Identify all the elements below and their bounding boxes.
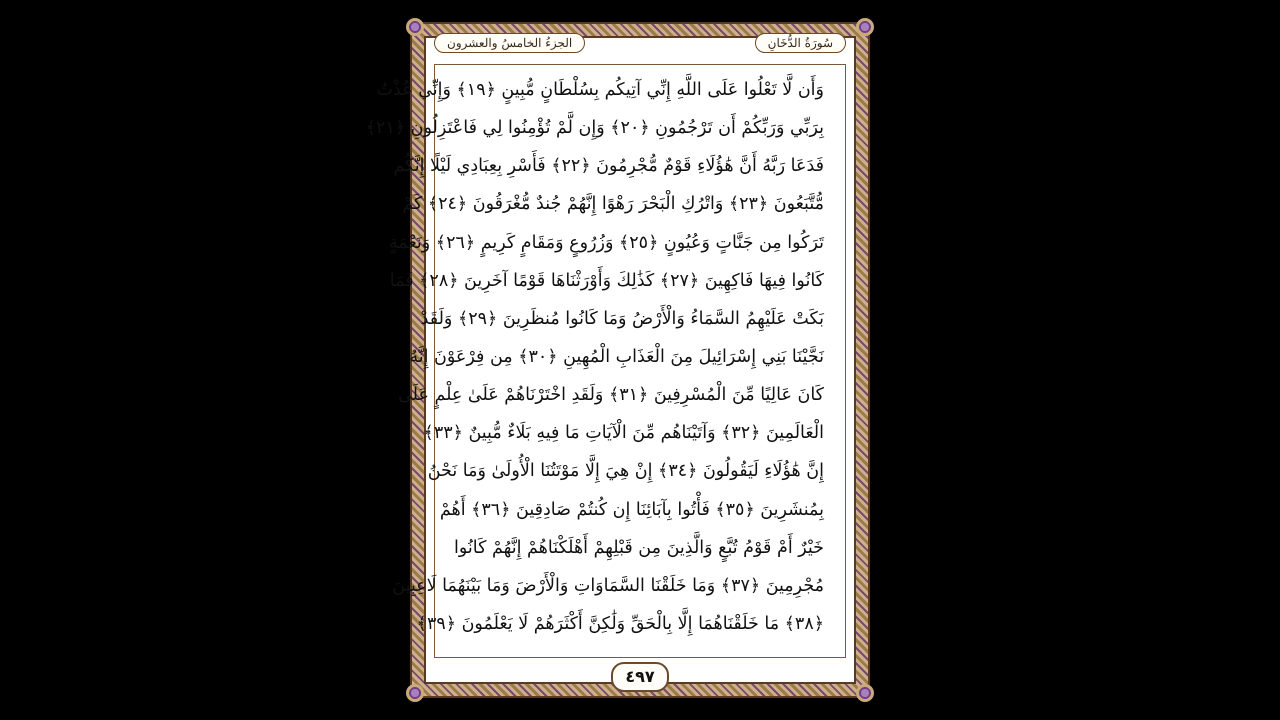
text-line: بَكَتْ عَلَيْهِمُ السَّمَاءُ وَالْأَرْضُ وَمَا كَانُوا مُنظَرِينَ ﴿٢٩﴾ وَلَقَدْ xyxy=(420,308,824,329)
corner-ornament-icon xyxy=(856,684,874,702)
mushaf-page xyxy=(365,22,870,698)
text-line: مُّتَّبَعُونَ ﴿٢٣﴾ وَاتْرُكِ الْبَحْرَ رَهْوًا إِنَّهُمْ جُندٌ مُّغْرَقُونَ ﴿٢٤﴾ كَمْ xyxy=(402,194,824,215)
juz-name: الجزءُ الخامسُ والعشرون xyxy=(434,33,585,53)
text-line: الْعَالَمِينَ ﴿٣٢﴾ وَآتَيْنَاهُم مِّنَ الْآيَاتِ مَا فِيهِ بَلَاءٌ مُّبِينٌ ﴿٣٣﴾ xyxy=(423,423,824,444)
text-line: مُجْرِمِينَ ﴿٣٧﴾ وَمَا خَلَقْنَا السَّمَاوَاتِ وَالْأَرْضَ وَمَا بَيْنَهُمَا لَاعِبِينَ xyxy=(392,575,824,596)
text-line: بِرَبِّي وَرَبِّكُمْ أَن تَرْجُمُونِ ﴿٢٠﴾ وَإِن لَّمْ تُؤْمِنُوا لِي فَاعْتَزِلُونِ ﴿٢١﴾ xyxy=(365,118,824,139)
text-line: بِمُنشَرِينَ ﴿٣٥﴾ فَأْتُوا بِآبَائِنَا إِن كُنتُمْ صَادِقِينَ ﴿٣٦﴾ أَهُمْ xyxy=(439,499,824,520)
text-line: كَانُوا فِيهَا فَاكِهِينَ ﴿٢٧﴾ كَذَٰلِكَ وَأَوْرَثْنَاهَا قَوْمًا آخَرِينَ ﴿٢٨﴾ فَمَا xyxy=(389,270,824,291)
surah-name: سُورَةُ الدُّخَانِ xyxy=(755,33,846,53)
page-header xyxy=(434,26,846,60)
corner-ornament-icon xyxy=(406,684,424,702)
verse-text xyxy=(365,72,824,642)
text-line: وَأَن لَّا تَعْلُوا عَلَى اللَّهِ إِنِّي آتِيكُم بِسُلْطَانٍ مُّبِينٍ ﴿١٩﴾ وَإِنِّي عُذْتُ xyxy=(376,80,824,100)
text-line: إِنَّ هَٰؤُلَاءِ لَيَقُولُونَ ﴿٣٤﴾ إِنْ هِيَ إِلَّا مَوْتَتُنَا الْأُولَىٰ وَمَا نَحْنُ xyxy=(427,461,824,482)
text-line: ﴿٣٨﴾ مَا خَلَقْنَاهُمَا إِلَّا بِالْحَقِّ وَلَٰكِنَّ أَكْثَرَهُمْ لَا يَعْلَمُونَ ﴿٣٩﴾ xyxy=(416,613,824,634)
corner-ornament-icon xyxy=(406,18,424,36)
page-number: ٤٩٧ xyxy=(611,662,669,692)
text-line: فَدَعَا رَبَّهُ أَنَّ هَٰؤُلَاءِ قَوْمٌ مُّجْرِمُونَ ﴿٢٢﴾ فَأَسْرِ بِعِبَادِي لَيْلًا إِنَّكُم xyxy=(393,156,824,177)
text-line: نَجَّيْنَا بَنِي إِسْرَائِيلَ مِنَ الْعَذَابِ الْمُهِينِ ﴿٣٠﴾ مِن فِرْعَوْنَ إِنَّهُ xyxy=(409,346,824,367)
corner-ornament-icon xyxy=(856,18,874,36)
text-line: خَيْرٌ أَمْ قَوْمُ تُبَّعٍ وَالَّذِينَ مِن قَبْلِهِمْ أَهْلَكْنَاهُمْ إِنَّهُمْ كَانُوا xyxy=(453,537,824,558)
text-line: كَانَ عَالِيًا مِّنَ الْمُسْرِفِينَ ﴿٣١﴾ وَلَقَدِ اخْتَرْنَاهُمْ عَلَىٰ عِلْمٍ عَلَى xyxy=(398,385,824,406)
text-line: تَرَكُوا مِن جَنَّاتٍ وَعُيُونٍ ﴿٢٥﴾ وَزُرُوعٍ وَمَقَامٍ كَرِيمٍ ﴿٢٦﴾ وَنَعْمَةٍ xyxy=(388,232,824,253)
